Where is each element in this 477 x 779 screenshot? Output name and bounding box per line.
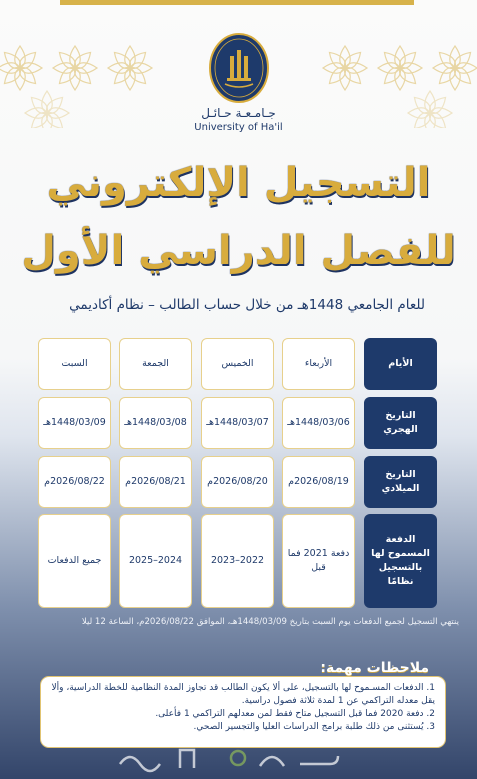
university-logo	[208, 32, 270, 104]
day-cell: السبت	[38, 338, 111, 390]
row-label-gregorian: التاريخ الميلادي	[364, 456, 437, 508]
hijri-date-cell: 1448/03/09هـ	[38, 397, 111, 449]
note-item: 2. دفعة 2020 فما قبل التسجيل متاح فقط لمن معدلهم التراكمي 1 فأعلى.	[155, 709, 435, 720]
day-cell: الخميس	[201, 338, 274, 390]
row-label-batches: الدفعة المسموح لها بالتسجيل نظامًا	[364, 514, 437, 608]
hijri-date-cell: 1448/03/06هـ	[282, 397, 355, 449]
note-item: 3. يُستثنى من ذلك طلبة برامج الدراسات العليا والتجسير الصحي.	[193, 722, 435, 733]
batch-cell: دفعة 2021 فما قبل	[282, 514, 355, 608]
decorative-footer-mark	[110, 734, 370, 779]
gregorian-date-cell: 2026/08/20م	[201, 456, 274, 508]
gregorian-date-cell: 2026/08/19م	[282, 456, 355, 508]
subtitle: للعام الجامعي 1448هـ من خلال حساب الطالب – نظام أكاديمي	[69, 297, 425, 313]
day-cell: الجمعة	[119, 338, 192, 390]
hijri-date-cell: 1448/03/08هـ	[119, 397, 192, 449]
row-label-days: الأيام	[364, 338, 437, 390]
top-accent-bar	[60, 0, 414, 5]
notes-title: ملاحظات مهمة:	[320, 660, 429, 676]
title-line-2: للفصل الدراسي الأول	[21, 228, 456, 274]
gregorian-date-cell: 2026/08/21م	[119, 456, 192, 508]
gregorian-date-cell: 2026/08/22م	[38, 456, 111, 508]
day-cell: الأربعاء	[282, 338, 355, 390]
title-line-1: التسجيل الإلكتروني	[46, 160, 431, 206]
university-name-english: University of Ha'il	[194, 122, 283, 133]
batch-cell: 2022–2023	[201, 514, 274, 608]
registration-end-note: ينتهي التسجيل لجميع الدفعات يوم السبت بتاريخ 1448/03/09هـ، الموافق 2026/08/22م، الساعة 12 ليلًا	[81, 617, 459, 627]
batch-cell: جميع الدفعات	[38, 514, 111, 608]
batch-cell: 2024–2025	[119, 514, 192, 608]
note-item: 1. الدفعات المسـموح لها بالتسجيل، على ألا يكون الطالب قد تجاوز المدة النظامية للخطة الدراسية، وألا يقل معدله التراكمي عن 1 لمدة ثلاثة فصول دراسية.	[51, 683, 435, 707]
hijri-date-cell: 1448/03/07هـ	[201, 397, 274, 449]
university-name-arabic: جـامـعـة حـائـل	[201, 106, 276, 120]
row-label-hijri: التاريخ الهجري	[364, 397, 437, 449]
